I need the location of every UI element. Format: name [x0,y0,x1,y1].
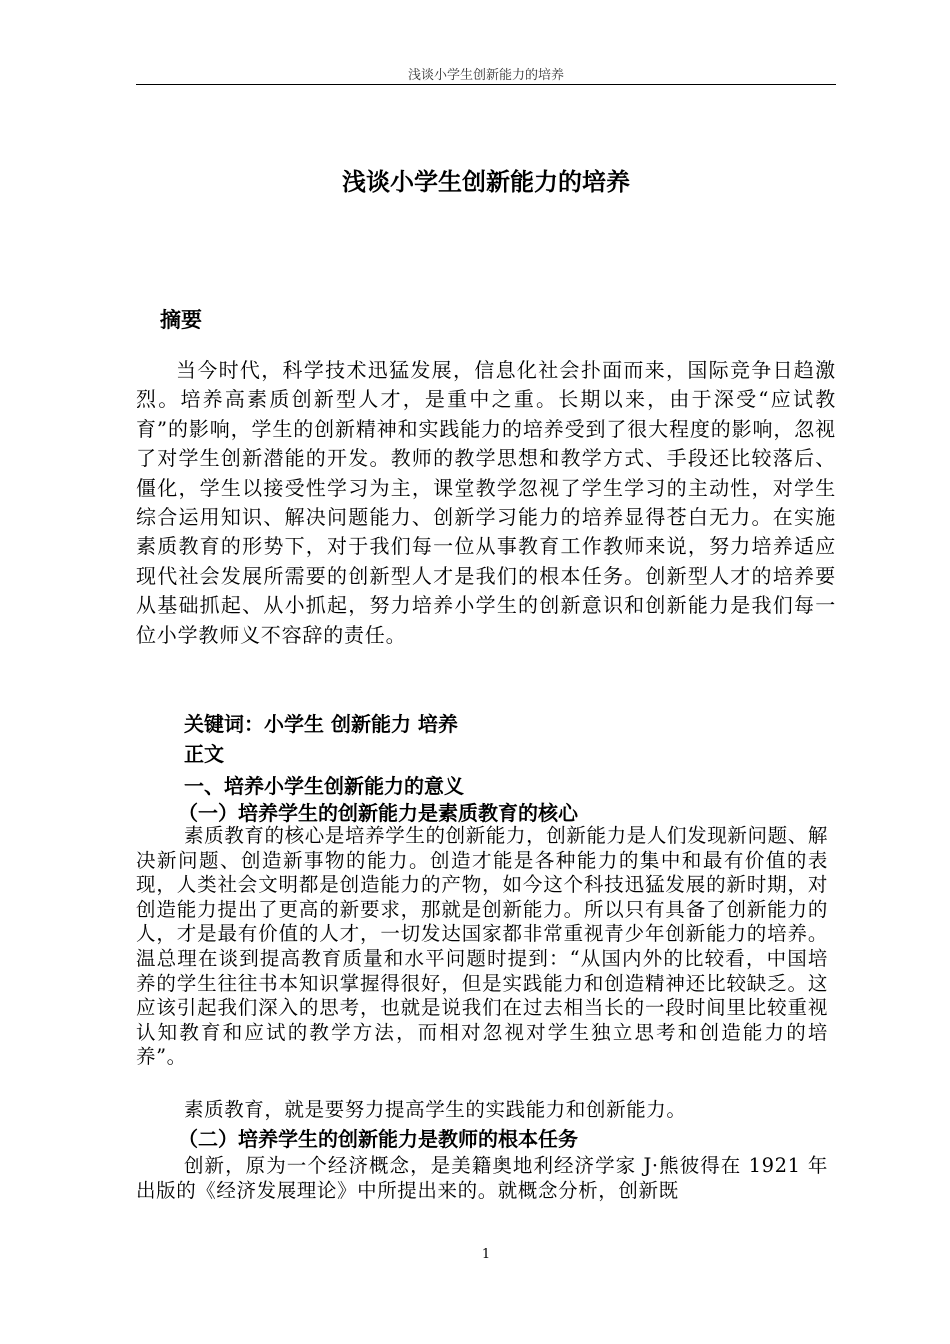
subsection-1-paragraph-1: 素质教育的核心是培养学生的创新能力，创新能力是人们发现新问题、解决新问题、创造新事物的能力。创造才能是各种能力的集中和最有价值的表现，人类社会文明都是创造能力的产物，如今这个科技迅猛发展的新时期，对创造能力提出了更高的新要求，那就是创新能力。所以只有具备了创新能力的人，才是最有价值的人才，一切发达国家都非常重视青少年创新能力的培养。温总理在谈到提高教育质量和水平问题时提到：“从国内外的比较看，中国培养的学生往往书本知识掌握得很好，但是实践能力和创造精神还比较缺乏。这应该引起我们深入的思考，也就是说我们在过去相当长的一段时间里比较重视认知教育和应试的教学方法，而相对忽视对学生独立思考和创造能力的培养”。 [136,824,828,1069]
subsection-1-paragraph-2: 素质教育，就是要努力提高学生的实践能力和创新能力。 [184,1098,687,1121]
subsection-heading-1: （一）培养学生的创新能力是素质教育的核心 [178,801,578,825]
document-title: 浅谈小学生创新能力的培养 [342,167,630,196]
abstract-paragraph: 当今时代，科学技术迅猛发展，信息化社会扑面而来，国际竞争日趋激烈。培养高素质创新型人才，是重中之重。长期以来，由于深受“应试教育”的影响，学生的创新精神和实践能力的培养受到了很大程度的影响，忽视了对学生创新潜能的开发。教师的教学思想和教学方式、手段还比较落后、僵化，学生以接受性学习为主，课堂教学忽视了学生学习的主动性，对学生综合运用知识、解决问题能力、创新学习能力的培养显得苍白无力。在实施素质教育的形势下，对于我们每一位从事教育工作教师来说，努力培养适应现代社会发展所需要的创新型人才是我们的根本任务。创新型人才的培养要从基础抓起、从小抓起，努力培养小学生的创新意识和创新能力是我们每一位小学教师义不容辞的责任。 [136,358,836,647]
abstract-heading: 摘要 [160,307,202,332]
subsection-2-paragraph-1: 创新，原为一个经济概念，是美籍奥地利经济学家 J·熊彼得在 1921 年出版的《经济发展理论》中所提出来的。就概念分析，创新既 [136,1154,828,1202]
keywords-line: 关键词：小学生 创新能力 培养 [184,712,458,736]
header-divider [136,84,836,85]
page-number: 1 [481,1247,491,1262]
running-header: 浅谈小学生创新能力的培养 [407,68,564,83]
body-label: 正文 [184,742,224,766]
subsection-heading-2: （二）培养学生的创新能力是教师的根本任务 [178,1127,578,1151]
section-heading-1: 一、培养小学生创新能力的意义 [184,774,464,798]
